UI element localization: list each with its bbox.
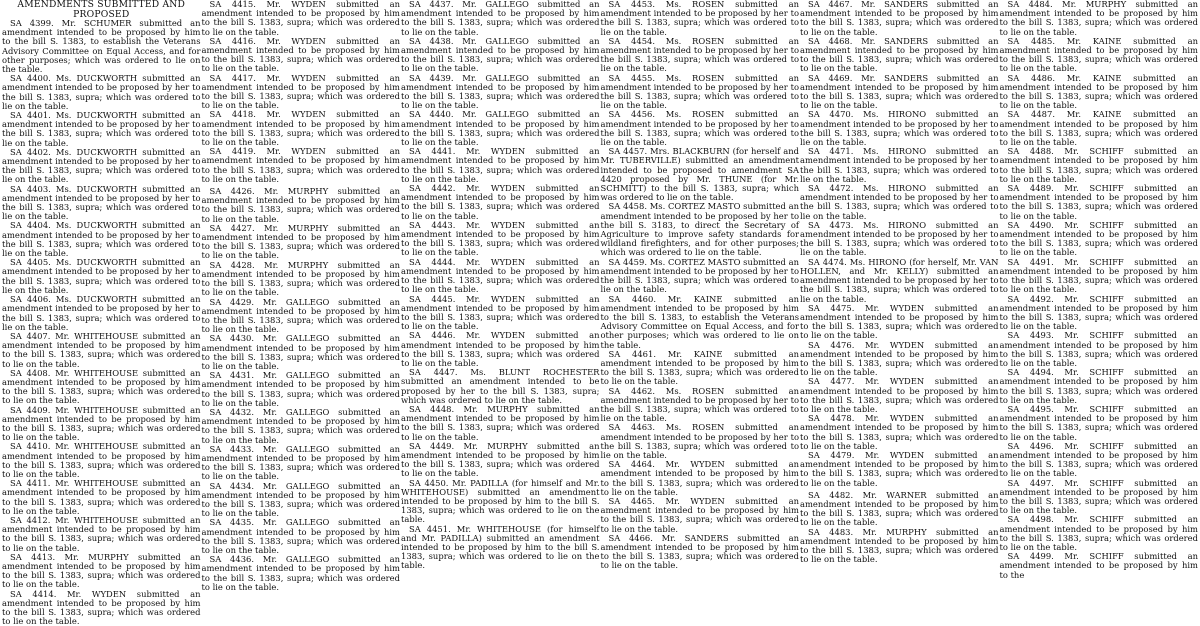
amendment-paragraph: SA 4483. Mr. MURPHY submitted an amendment intended to be proposed by him to the bill S. 1383, supra; which was ordered to lie on the table. [800,526,999,565]
amendment-paragraph: SA 4472. Ms. HIRONO submitted an amendment intended to be proposed by her to the bill S. 1383, supra; which was ordered to lie on the table. [800,183,999,221]
amendment-paragraph: SA 4408. Mr. WHITEHOUSE submitted an amendment intended to be proposed by him to the bill S. 1383, supra; which was ordered to lie on the table. [2,367,201,406]
amendment-paragraph: SA 4401. Ms. DUCKWORTH submitted an amendment intended to be proposed by her to the bill S. 1383, supra; which was ordered to lie on the table. [2,110,201,148]
amendment-paragraph: SA 4439. Mr. GALLEGO submitted an amendment intended to be proposed by him to the bill S. 1383, supra; which was ordered to lie on the table. [401,72,600,111]
amendment-paragraph: SA 4455. Ms. ROSEN submitted an amendment intended to be proposed by her to the bill S. 1383, supra; which was ordered to lie on the table. [600,72,799,111]
amendment-paragraph: SA 4493. Mr. SCHIFF submitted an amendment intended to be proposed by him to the bill S. 1383, supra; which was ordered to lie on the table. [999,330,1198,368]
amendment-paragraph: SA 4448. Mr. MURPHY submitted an amendment intended to be proposed by him to the bill S. 1383, supra; which was ordered to lie on the table. [401,403,600,442]
amendment-paragraph: SA 4487. Mr. KAINE submitted an amendment intended to be proposed by him to the bill S. 1383, supra; which was ordered to lie on the table. [999,109,1198,148]
amendment-paragraph: SA 4491. Mr. SCHIFF submitted an amendment intended to be proposed by him to the bill S. 1383, supra; which was ordered to lie on the table. [999,256,1198,295]
amendment-paragraph: SA 4436. Mr. GALLEGO submitted an amendment intended to be proposed by him to the bill S. 1383, supra; which was ordered to lie on the table. [201,554,400,592]
amendment-paragraph: SA 4453. Ms. ROSEN submitted an amendment intended to be proposed by her to the bill S. 1383, supra; which was ordered to lie on the table. [600,0,799,37]
text-column [999,0,1199,580]
amendment-paragraph: SA 4473. Ms. HIRONO submitted an amendment intended to be proposed by her to the bill S. 1383, supra; which was ordered to lie on the table. [800,219,999,258]
amendment-paragraph: SA 4495. Mr. SCHIFF submitted an amendment intended to be proposed by him to the bill S. 1383, supra; which was ordered to lie on the table. [999,403,1198,442]
amendment-paragraph: SA 4416. Mr. WYDEN submitted an amendment intended to be proposed by him to the bill S. 1383, supra; which was ordered to lie on the table. [201,35,400,74]
amendment-paragraph: SA 4414. Mr. WYDEN submitted an amendment intended to be proposed by him to the bill S. 1383, supra; which was ordered to lie on the table. [2,588,201,626]
amendment-paragraph: SA 4461. Mr. KAINE submitted an amendment intended to be proposed by him to the bill S. 1383, supra; which was ordered to lie on the table. [600,348,799,387]
amendment-paragraph: SA 4437. Mr. GALLEGO submitted an amendment intended to be proposed by him to the bill S. 1383, supra; which was ordered to lie on the table. [401,0,600,37]
amendment-paragraph: SA 4443. Mr. WYDEN submitted an amendment intended to be proposed by him to the bill S. 1383, supra; which was ordered to lie on the table. [401,219,600,258]
amendment-paragraph: SA 4407. Mr. WHITEHOUSE submitted an amendment intended to be proposed by him to the bill S. 1383, supra; which was ordered to lie on the table. [2,330,201,369]
amendment-paragraph: SA 4489. Mr. SCHIFF submitted an amendment intended to be proposed by him to the bill S. 1383, supra; which was ordered to lie on the table. [999,183,1198,221]
amendment-paragraph: SA 4454. Ms. ROSEN submitted an amendment intended to be proposed by her to the bill S. 1383, supra; which was ordered to lie on the table. [600,35,799,74]
amendment-paragraph: SA 4402. Ms. DUCKWORTH submitted an amendment intended to be proposed by her to the bill S. 1383, supra; which was ordered to lie on the table. [2,146,201,185]
amendment-paragraph: SA 4438. Mr. GALLEGO submitted an amendment intended to be proposed by him to the bill S. 1383, supra; which was ordered to lie on the table. [401,35,600,74]
amendment-paragraph: SA 4467. Mr. SANDERS submitted an amendment intended to be proposed by him to the bill S. 1383, supra; which was ordered to lie on the table. [800,0,999,37]
amendment-paragraph: SA 4433. Mr. GALLEGO submitted an amendment intended to be proposed by him to the bill S. 1383, supra; which was ordered to lie on the table. [201,443,400,482]
amendment-paragraph: SA 4465. Mr. WYDEN submitted an amendment intended to be proposed by him to the bill S. 1383, supra; which was ordered to lie on the table. [600,495,799,534]
amendment-paragraph: SA 4413. Mr. MURPHY submitted an amendment intended to be proposed by him to the bill S. 1383, supra; which was ordered to lie on the table. [2,551,201,590]
text-column [201,0,401,592]
amendment-paragraph: SA 4458. Ms. CORTEZ MASTO submitted an amendment intended to be proposed by her to the bill S. 3183, to direct the Secretary of Agriculture to improve safety standards for wildland firefighters, and for other purposes; which was ordered to lie on the table. [600,201,799,258]
text-column [800,0,999,565]
amendment-paragraph: SA 4462. Ms. ROSEN submitted an amendment intended to be proposed by her to the bill S. 1383, supra; which was ordered to lie on the table. [600,385,799,424]
amendment-paragraph: SA 4445. Mr. WYDEN submitted an amendment intended to be proposed by him to the bill S. 1383, supra; which was ordered to lie on the table. [401,293,600,332]
amendment-paragraph: SA 4482. Mr. WARNER submitted an amendment intended to be proposed by him to the bill S. 1383, supra; which was ordered to lie on the table. [800,489,999,528]
amendment-paragraph: SA 4405. Ms. DUCKWORTH submitted an amendment intended to be proposed by her to the bill S. 1383, supra; which was ordered to lie on the table. [2,257,201,295]
amendment-paragraph: SA 4427. Mr. MURPHY submitted an amendment intended to be proposed by him to the bill S. 1383, supra; which was ordered to lie on the table. [201,222,400,261]
amendment-paragraph: SA 4403. Ms. DUCKWORTH submitted an amendment intended to be proposed by her to the bill S. 1383, supra; which was ordered to lie on the table. [2,183,201,222]
text-column [401,0,600,571]
amendment-paragraph: SA 4411. Mr. WHITEHOUSE submitted an amendment intended to be proposed by him to the bill S. 1383, supra; which was ordered to lie on the table. [2,478,201,516]
amendment-paragraph: SA 4479. Mr. WYDEN submitted an amendment intended to be proposed by him to the bill S. 1383, supra; which was ordered to lie on the table. [800,449,999,488]
amendment-paragraph: SA 4434. Mr. GALLEGO submitted an amendment intended to be proposed by him to the bill S. 1383, supra; which was ordered to lie on the table. [201,480,400,519]
amendment-paragraph: SA 4426. Mr. MURPHY submitted an amendment intended to be proposed by him to the bill S. 1383, supra; which was ordered to lie on the table. [201,186,400,224]
amendment-paragraph: SA 4485. Mr. KAINE submitted an amendment intended to be proposed by him to the bill S. 1383, supra; which was ordered to lie on the table. [999,35,1198,74]
amendment-paragraph: SA 4456. Ms. ROSEN submitted an amendment intended to be proposed by her to the bill S. 1383, supra; which was ordered to lie on the table. [600,109,799,148]
amendment-paragraph: SA 4400. Ms. DUCKWORTH submitted an amendment intended to be proposed by her to the bill S. 1383, supra; which was ordered to lie on the table. [2,73,201,111]
amendment-paragraph: SA 4494. Mr. SCHIFF submitted an amendment intended to be proposed by him to the bill S. 1383, supra; which was ordered to lie on the table. [999,367,1198,405]
amendment-paragraph: SA 4490. Mr. SCHIFF submitted an amendment intended to be proposed by him to the bill S. 1383, supra; which was ordered to lie on the table. [999,219,1198,258]
amendment-paragraph: SA 4444. Mr. WYDEN submitted an amendment intended to be proposed by him to the bill S. 1383, supra; which was ordered to lie on the table. [401,256,600,295]
amendment-paragraph: SA 4470. Ms. HIRONO submitted an amendment intended to be proposed by her to the bill S. 1383, supra; which was ordered to lie on the table. [800,109,999,148]
amendment-paragraph: SA 4412. Mr. WHITEHOUSE submitted an amendment intended to be proposed by him to the bill S. 1383, supra; which was ordered to lie on the table. [2,514,201,553]
amendment-paragraph: SA 4477. Mr. WYDEN submitted an amendment intended to be proposed by him to the bill S. 1383, supra; which was ordered to lie on the table. [800,376,999,414]
amendment-paragraph: SA 4447. Ms. BLUNT ROCHESTER submitted an amendment intended to be proposed by her to the bill S. 1383, supra; which was ordered to lie on the table. [401,367,600,405]
amendment-paragraph: SA 4441. Mr. WYDEN submitted an amendment intended to be proposed by him to the bill S. 1383, supra; which was ordered to lie on the table. [401,146,600,184]
text-column [600,0,800,571]
text-column [2,0,201,626]
amendment-paragraph: SA 4498. Mr. SCHIFF submitted an amendment intended to be proposed by him to the bill S. 1383, supra; which was ordered to lie on the table. [999,514,1198,552]
amendment-paragraph: SA 4432. Mr. GALLEGO submitted an amendment intended to be proposed by him to the bill S. 1383, supra; which was ordered to lie on the table. [201,406,400,445]
amendment-paragraph: SA 4457. Mrs. BLACKBURN (for herself and Mr. TUBERVILLE) submitted an amendment intended to be proposed to amendment SA 4420 proposed by Mr. THUNE (for Mr. SCHMITT) to the bill S. 1383, supra; which was ordered to lie on the table. [600,146,799,203]
amendment-paragraph: SA 4492. Mr. SCHIFF submitted an amendment intended to be proposed by him to the bill S. 1383, supra; which was ordered to lie on the table. [999,293,1198,332]
amendment-paragraph: SA 4430. Mr. GALLEGO submitted an amendment intended to be proposed by him to the bill S. 1383, supra; which was ordered to lie on the table. [201,333,400,371]
amendment-paragraph: SA 4428. Mr. MURPHY submitted an amendment intended to be proposed by him to the bill S. 1383, supra; which was ordered to lie on the table. [201,259,400,298]
amendment-paragraph: SA 4435. Mr. GALLEGO submitted an amendment intended to be proposed by him to the bill S. 1383, supra; which was ordered to lie on the table. [201,517,400,555]
amendment-paragraph: SA 4409. Mr. WHITEHOUSE submitted an amendment intended to be proposed by him to the bill S. 1383, supra; which was ordered to lie on the table. [2,404,201,443]
amendment-paragraph: SA 4484. Mr. MURPHY submitted an amendment intended to be proposed by him to the bill S. 1383, supra; which was ordered to lie on the table. [999,0,1198,37]
amendment-paragraph: SA 4406. Ms. DUCKWORTH submitted an amendment intended to be proposed by her to the bill S. 1383, supra; which was ordered to lie on the table. [2,294,201,332]
amendment-paragraph: SA 4499. Mr. SCHIFF submitted an amendment intended to be proposed by him to the [999,551,1198,580]
amendment-paragraph: SA 4410. Mr. WHITEHOUSE submitted an amendment intended to be proposed by him to the bill S. 1383, supra; which was ordered to lie on the table. [2,441,201,479]
amendment-paragraph: SA 4476. Mr. WYDEN submitted an amendment intended to be proposed by him to the bill S. 1383, supra; which was ordered to lie on the table. [800,339,999,378]
amendment-paragraph: SA 4419. Mr. WYDEN submitted an amendment intended to be proposed by him to the bill S. 1383, supra; which was ordered to lie on the table. [201,146,400,184]
amendment-paragraph: SA 4418. Mr. WYDEN submitted an amendment intended to be proposed by him to the bill S. 1383, supra; which was ordered to lie on the table. [201,109,400,148]
amendment-paragraph: SA 4431. Mr. GALLEGO submitted an amendment intended to be proposed by him to the bill S. 1383, supra; which was ordered to lie on the table. [201,370,400,408]
amendment-paragraph: SA 4442. Mr. WYDEN submitted an amendment intended to be proposed by him to the bill S. 1383, supra; which was ordered to lie on the table. [401,183,600,221]
amendment-paragraph: SA 4450. Mr. PADILLA (for himself and Mr. WHITEHOUSE) submitted an amendment intended to be proposed by him to the bill S. 1383, supra; which was ordered to lie on the table. [401,477,600,525]
amendment-paragraph: SA 4469. Mr. SANDERS submitted an amendment intended to be proposed by him to the bill S. 1383, supra; which was ordered to lie on the table. [800,72,999,111]
amendment-paragraph: SA 4446. Mr. WYDEN submitted an amendment intended to be proposed by him to the bill S. 1383, supra; which was ordered to lie on the table. [401,330,600,368]
amendment-paragraph: SA 4497. Mr. SCHIFF submitted an amendment intended to be proposed by him to the bill S. 1383, supra; which was ordered to lie on the table. [999,477,1198,516]
amendment-paragraph: SA 4468. Mr. SANDERS submitted an amendment intended to be proposed by him to the bill S. 1383, supra; which was ordered to lie on the table. [800,35,999,74]
amendment-paragraph: SA 4471. Ms. HIRONO submitted an amendment intended to be proposed by her to the bill S. 1383, supra; which was ordered to lie on the table. [800,146,999,184]
amendment-paragraph: SA 4417. Mr. WYDEN submitted an amendment intended to be proposed by him to the bill S. 1383, supra; which was ordered to lie on the table. [201,72,400,111]
amendment-paragraph: SA 4486. Mr. KAINE submitted an amendment intended to be proposed by him to the bill S. 1383, supra; which was ordered to lie on the table. [999,72,1198,111]
amendment-paragraph: SA 4440. Mr. GALLEGO submitted an amendment intended to be proposed by him to the bill S. 1383, supra; which was ordered to lie on the table. [401,109,600,148]
amendment-paragraph: SA 4459. Ms. CORTEZ MASTO submitted an amendment intended to be proposed by her to the bill S. 1383, supra; which was ordered to lie on the table. [600,256,799,295]
amendment-paragraph: SA 4496. Mr. SCHIFF submitted an amendment intended to be proposed by him to the bill S. 1383, supra; which was ordered to lie on the table. [999,440,1198,479]
amendment-paragraph: SA 4464. Mr. WYDEN submitted an amendment intended to be proposed by him to the bill S. 1383, supra; which was ordered to lie on the table. [600,459,799,497]
amendment-paragraph: SA 4415. Mr. WYDEN submitted an amendment intended to be proposed by him to the bill S. 1383, supra; which was ordered to lie on the table. [201,0,400,37]
amendment-paragraph: SA 4475. Mr. WYDEN submitted an amendment intended to be proposed by him to the bill S. 1383, supra; which was ordered to lie on the table. [800,302,999,341]
amendment-paragraph: SA 4404. Ms. DUCKWORTH submitted an amendment intended to be proposed by her to the bill S. 1383, supra; which was ordered to lie on the table. [2,220,201,259]
amendment-paragraph: SA 4460. Mr. KAINE submitted an amendment intended to be proposed by him to the bill S. 1383, to establish the Veterans Advisory Committee on Equal Access, and for other purposes; which was ordered to lie on the table. [600,293,799,350]
amendment-paragraph: SA 4466. Mr. SANDERS submitted an amendment intended to be proposed by him to the bill S. 1383, supra; which was ordered to lie on the table. [600,532,799,571]
amendment-paragraph: SA 4449. Mr. MURPHY submitted an amendment intended to be proposed by him to the bill S. 1383, supra; which was ordered to lie on the table. [401,440,600,479]
section-heading: AMENDMENTS SUBMITTED AND PROPOSED [17,0,186,20]
amendment-paragraph: SA 4463. Ms. ROSEN submitted an amendment intended to be proposed by her to the bill S. 1383, supra; which was ordered to lie on the table. [600,422,799,460]
amendment-paragraph: SA 4474. Ms. HIRONO (for herself, Mr. VAN HOLLEN, and Mr. KELLY) submitted an amendment intended to be proposed by her to the bill S. 1383, supra; which was ordered to lie on the table. [800,256,999,304]
amendment-paragraph: SA 4451. Mr. WHITEHOUSE (for himself and Mr. PADILLA) submitted an amendment intended to be proposed by him to the bill S. 1383, supra; which was ordered to lie on the table. [401,523,600,571]
amendment-paragraph: SA 4399. Mr. SCHUMER submitted an amendment intended to be proposed by him to the bill S. 1383, to establish the Veterans Advisory Committee on Equal Access, and for other purposes; which was ordered to lie on the table. [2,18,201,75]
amendment-paragraph: SA 4429. Mr. GALLEGO submitted an amendment intended to be proposed by him to the bill S. 1383, supra; which was ordered to lie on the table. [201,296,400,335]
amendment-paragraph: SA 4488. Mr. SCHIFF submitted an amendment intended to be proposed by him to the bill S. 1383, supra; which was ordered to lie on the table. [999,146,1198,184]
amendment-paragraph: SA 4478. Mr. WYDEN submitted an amendment intended to be proposed by him to the bill S. 1383, supra; which was ordered to lie on the table. [800,413,999,451]
